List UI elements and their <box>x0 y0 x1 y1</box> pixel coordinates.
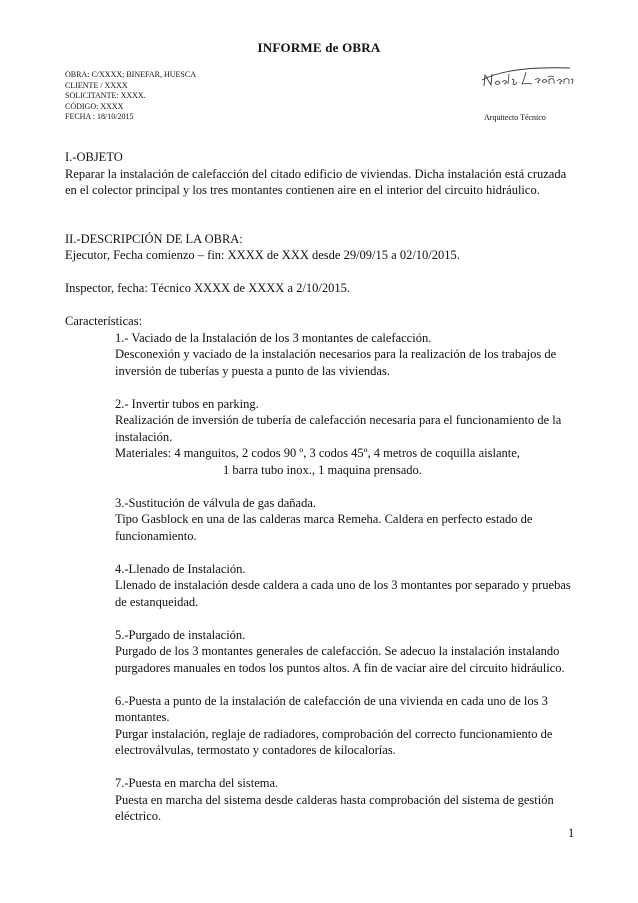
item-title: 1.- Vaciado de la Instalación de los 3 montantes de calefacción. <box>115 330 432 345</box>
item-title: 6.-Puesta a punto de la instalación de calefacción de una vivienda en cada uno de los 3 montantes. <box>115 693 548 724</box>
header-fecha: FECHA : 18/10/2015 <box>65 112 134 121</box>
header-role: Arquitecto Técnico <box>484 113 546 122</box>
header-cliente: CLIENTE / XXXX <box>65 80 128 90</box>
document-title: INFORME de OBRA <box>257 40 381 55</box>
item-materials-continued: 1 barra tubo inox., 1 maquina prensado. <box>223 462 422 477</box>
caracteristicas-label: Características: <box>65 314 143 328</box>
item-text: Purgar instalación, reglaje de radiadores, comprobación del correcto funcionamiento de electroválvulas, termostato y contadores de kilocalorías. <box>115 726 553 757</box>
item-text: Realización de inversión de tubería de calefacción necesaria para el funcionamiento de la instalación. <box>115 413 562 444</box>
header-obra: OBRA: C/XXXX; BINEFAR, HUESCA <box>65 70 196 79</box>
report-header <box>65 70 196 123</box>
item-text: Puesta en marcha del sistema desde calderas hasta comprobación del sistema de gestión eléctrico. <box>115 792 554 823</box>
item-title: 5.-Purgado de instalación. <box>115 627 246 642</box>
item-text: Tipo Gasblock en una de las calderas marca Remeha. Caldera en perfecto estado de funcionamiento. <box>115 512 533 543</box>
item-text: Desconexión y vaciado de la instalación necesarios para la realización de los trabajos de inversión de tuberías y puesta a punto de las viviendas. <box>115 347 557 378</box>
header-codigo: CÓDIGO: XXXX <box>65 101 124 111</box>
item-title: 7.-Puesta en marcha del sistema. <box>115 776 279 790</box>
handwritten-signature <box>478 60 574 92</box>
page-number: 1 <box>568 826 575 840</box>
characteristics-list <box>65 330 575 825</box>
item-title: 4.-Llenado de Instalación. <box>115 561 246 576</box>
item-materials: Materiales: 4 manguitos, 2 codos 90 º, 3 codos 45º, 4 metros de coquilla aislante, <box>115 446 520 460</box>
section-heading-objeto: I.-OBJETO <box>65 150 123 164</box>
objeto-text: Reparar la instalación de calefacción del citado edificio de viviendas. Dicha instalación está cruzada en el colector principal y los tres montantes contienen aire en el interior del circuito hidráulico. <box>65 166 567 197</box>
report-body <box>65 149 575 825</box>
ejecutor-line: Ejecutor, Fecha comienzo – fin: XXXX de XXX desde 29/09/15 a 02/10/2015. <box>65 248 460 262</box>
section-heading-descripcion: II.-DESCRIPCIÓN DE LA OBRA: <box>65 231 243 246</box>
item-title: 2.- Invertir tubos en parking. <box>115 396 259 411</box>
item-title: 3.-Sustitución de válvula de gas dañada. <box>115 495 316 510</box>
item-text: Llenado de instalación desde caldera a cada uno de los 3 montantes por separado y pruebas de estanqueidad. <box>115 578 571 609</box>
item-text: Purgado de los 3 montantes generales de calefacción. Se adecuo la instalación instalando purgadores manuales en todos los puntos altos. A fin de vaciar aire del circuito hidráulico. <box>115 644 565 675</box>
inspector-line: Inspector, fecha: Técnico XXXX de XXXX a 2/10/2015. <box>65 281 350 295</box>
header-solicitante: SOLICITANTE: XXXX. <box>65 91 146 100</box>
